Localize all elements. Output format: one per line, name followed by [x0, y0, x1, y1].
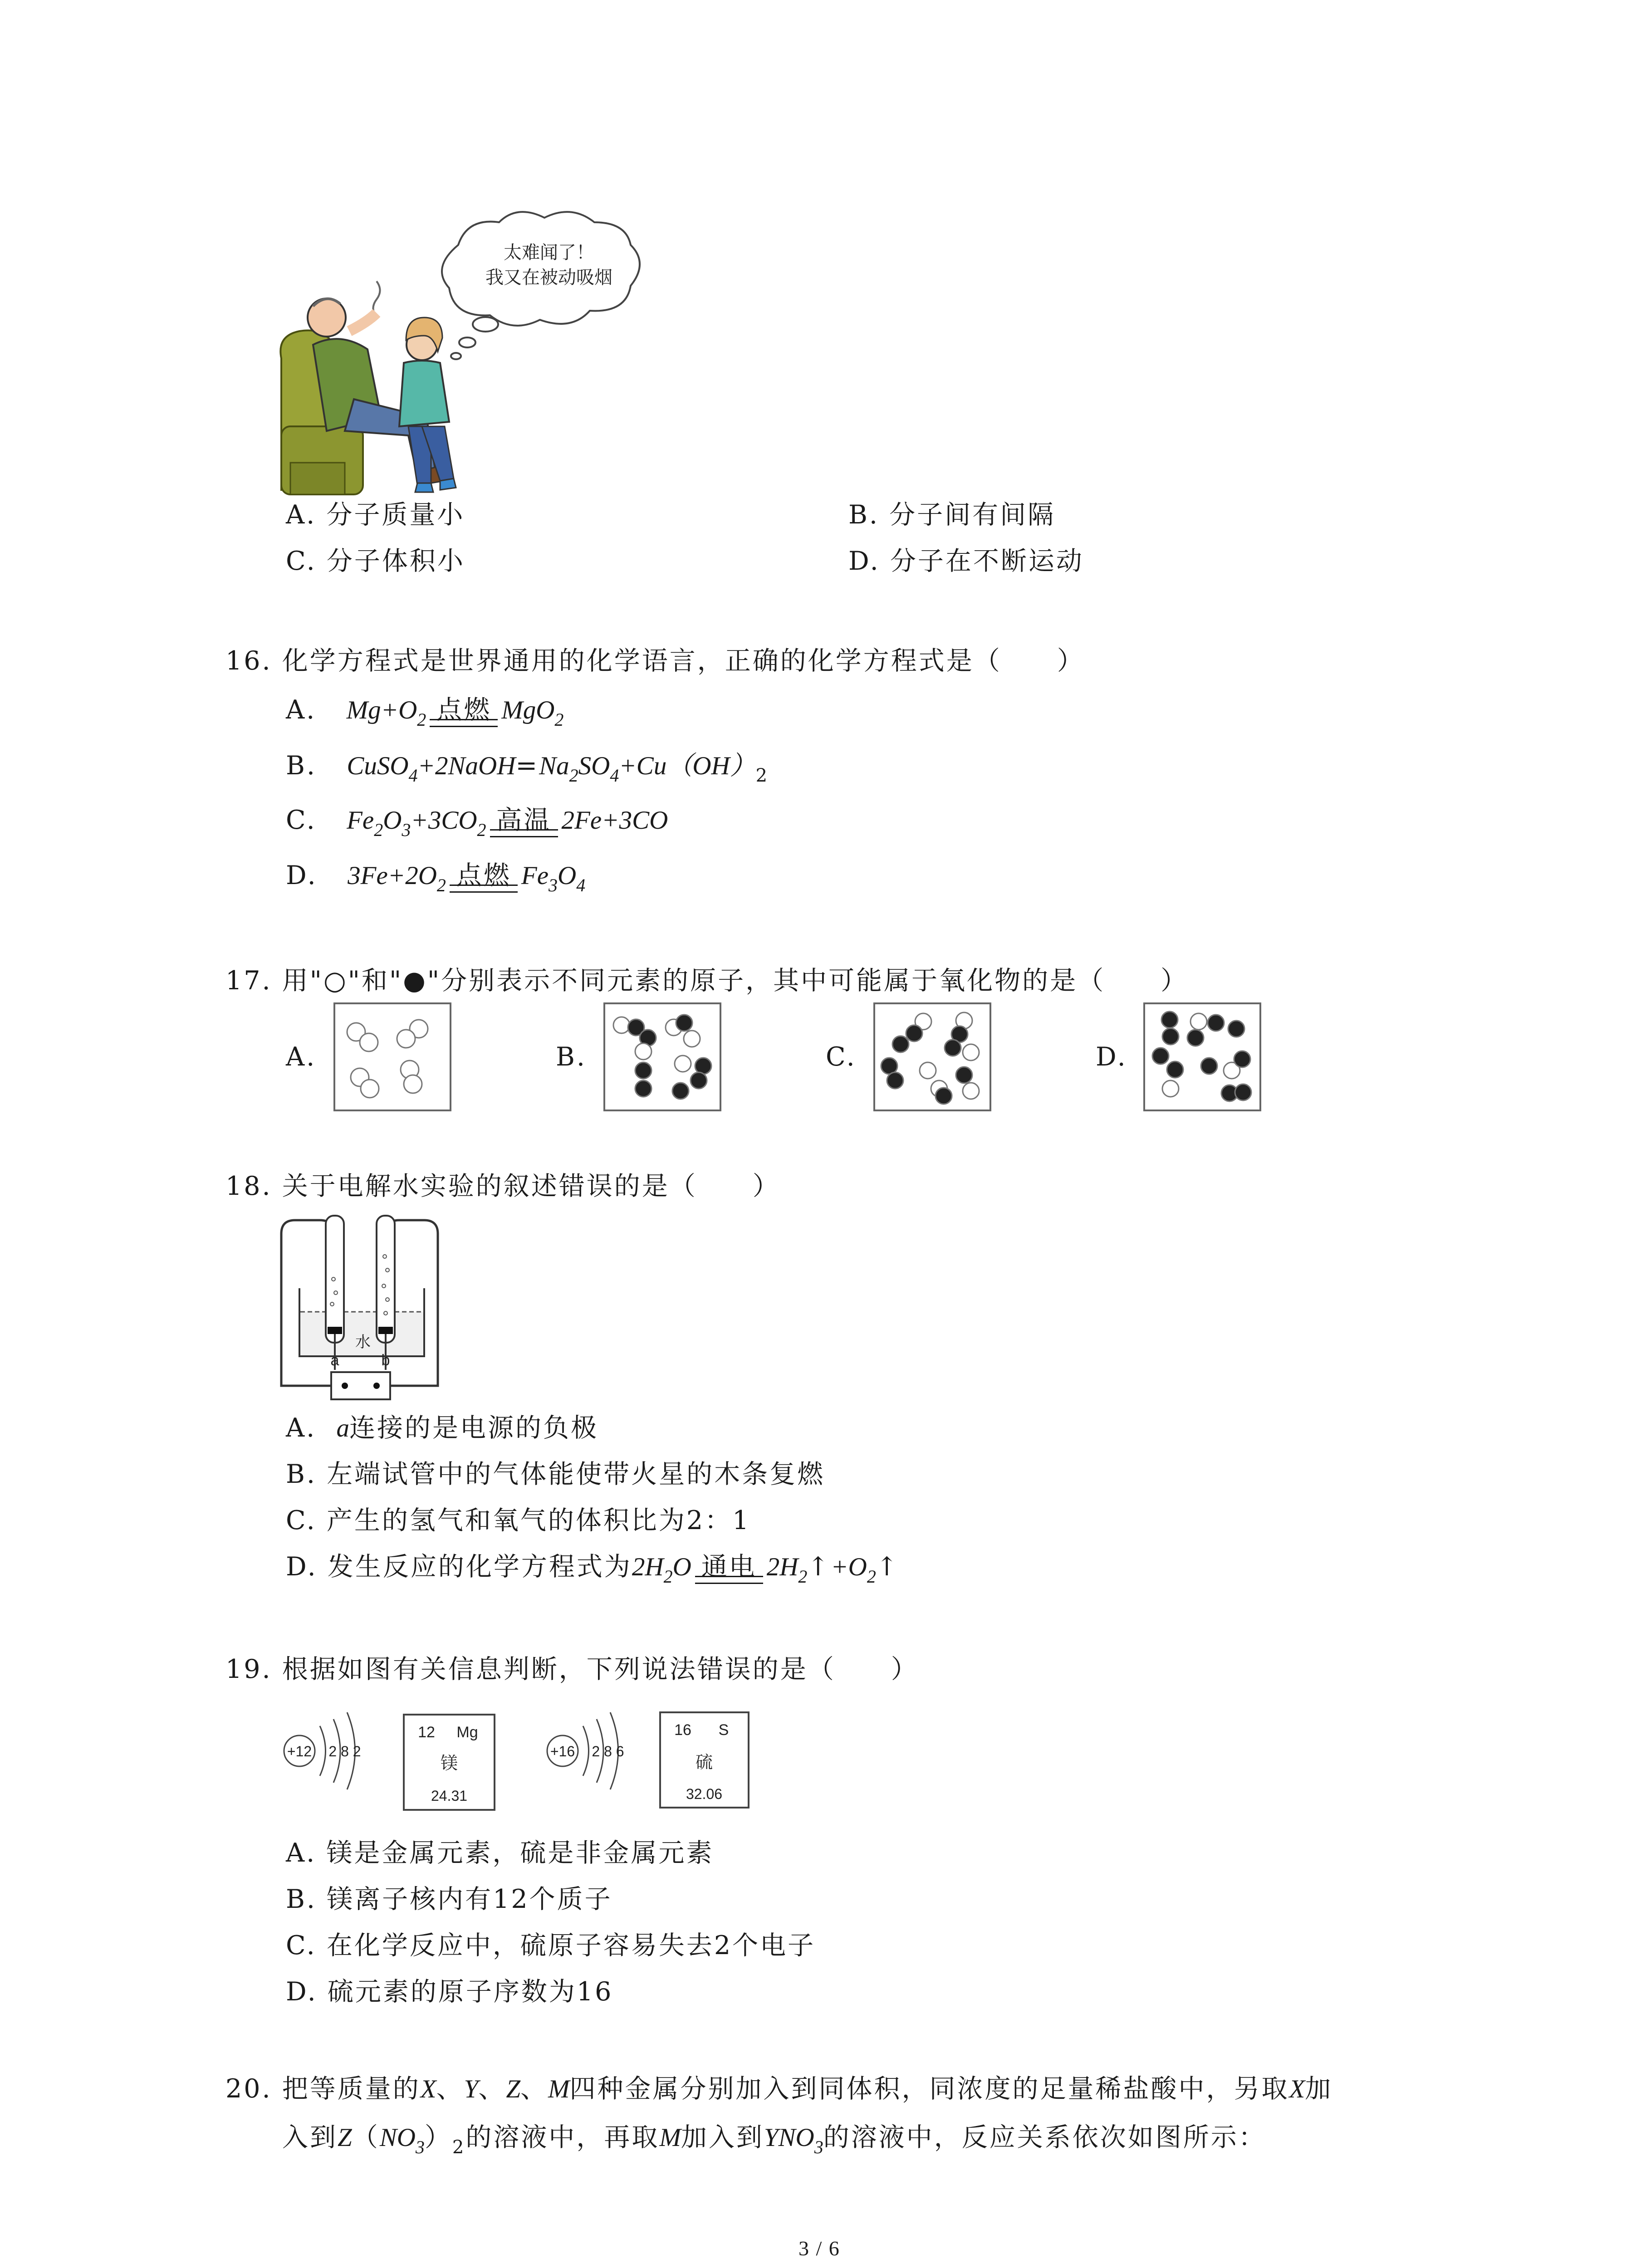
atomic-structure-figure	[277, 1706, 758, 1823]
particle-box-c	[873, 1002, 991, 1111]
mg-nucleus-charge: +12	[287, 1743, 312, 1760]
q19-stem: 19. 根据如图有关信息判断，下列说法错误的是（ ）	[225, 1654, 919, 1684]
option-label: D.	[286, 860, 318, 890]
q16-option-b: B. $CuSO_4+2NaOH=Na_2SO_4+Cu(OH)_2$	[286, 751, 769, 786]
q17-label-a: A.	[286, 1042, 317, 1072]
q18-option-d: D. 发生反应的化学方程式为$2H_2O$ 通电 $2H_2↑+O_2↑$	[286, 1549, 900, 1595]
q20-text: 把等质量的	[282, 2074, 421, 2104]
option-label: C.	[286, 805, 317, 835]
speech-line-2: 我又在被动吸烟	[485, 268, 612, 288]
q15-option-a: A. 分子质量小	[286, 500, 465, 530]
option-label: A.	[286, 1413, 317, 1443]
s-electron-shells: 2 8 6	[592, 1743, 624, 1760]
equation-product: +Cu（OH）	[619, 752, 756, 780]
q19-option-c: C. 在化学反应中，硫原子容易失去2个电子	[286, 1931, 816, 1960]
q19-option-d: D. 硫元素的原子序数为16	[286, 1977, 613, 2007]
electrode-b-label: b	[381, 1352, 390, 1369]
mg-symbol: Mg	[456, 1724, 478, 1741]
q17-label-c: C.	[826, 1042, 857, 1072]
q17-label-b: B.	[556, 1042, 587, 1072]
page-number: 3 / 6	[798, 2237, 840, 2260]
q20-line-1: 20. 把等质量的X、Y、Z、M四种金属分别加入到同体积，同浓度的足量稀盐酸中，另取X加	[225, 2074, 1333, 2104]
q16-option-c: C. $Fe_2O_3+3CO_2$ 高温 2Fe+3CO	[286, 802, 668, 848]
q19-option-a: A. 镁是金属元素，硫是非金属元素	[286, 1838, 714, 1868]
reaction-condition: 高温	[490, 802, 558, 838]
q20-text: 四种金属分别加入到同体积，同浓度的足量稀盐酸中，另取	[569, 2074, 1289, 2104]
q16-option-d: D. $3Fe+2O_2$ 点燃 $Fe_3O_4$	[286, 857, 585, 904]
q16-option-a: A. $Mg+O_2$ 点燃 MgO$_2$	[286, 692, 563, 738]
electrode-a-label: a	[330, 1352, 339, 1369]
mg-name: 镁	[440, 1754, 458, 1773]
mg-electron-shells: 2 8 2	[328, 1743, 361, 1760]
question-number: 20.	[225, 2074, 272, 2104]
reaction-condition: 点燃	[430, 692, 498, 728]
q18-stem: 18. 关于电解水实验的叙述错误的是（ ）	[225, 1171, 780, 1201]
q20-text: 加入到	[681, 2122, 764, 2152]
q20-line-2: 入到$Z(NO_3)_2$的溶液中，再取M加入到$YNO_3$的溶液中，反应关系依次如图所示：	[282, 2122, 1266, 2158]
reaction-condition: 通电	[695, 1549, 763, 1585]
particle-box-a	[333, 1002, 451, 1111]
s-atomic-number: 16	[674, 1721, 691, 1739]
q16-stem: 16. 化学方程式是世界通用的化学语言，正确的化学方程式是（ ）	[225, 646, 1085, 676]
electrolysis-apparatus	[277, 1207, 449, 1411]
s-symbol: S	[718, 1721, 729, 1739]
q18-option-c: C. 产生的氢气和氧气的体积比为2：1	[286, 1505, 751, 1535]
option-label: A.	[286, 695, 317, 725]
mg-atomic-mass: 24.31	[431, 1788, 468, 1804]
particle-box-d	[1143, 1002, 1261, 1111]
reaction-condition: 点燃	[450, 857, 518, 894]
q17-label-d: D.	[1096, 1042, 1127, 1072]
q15-option-d: D. 分子在不断运动	[848, 546, 1084, 576]
q20-text: 加	[1305, 2074, 1333, 2104]
particle-box-b	[603, 1002, 721, 1111]
option-label: B.	[286, 751, 317, 781]
s-nucleus-charge: +16	[550, 1743, 575, 1760]
equals-sign: =	[515, 751, 539, 781]
q18-option-a	[286, 1410, 598, 1447]
s-atomic-mass: 32.06	[686, 1786, 723, 1802]
q20-text: 的溶液中，再取	[465, 2122, 660, 2152]
q20-text: 入到	[282, 2122, 338, 2152]
q15-option-c: C. 分子体积小	[286, 546, 465, 576]
variable-a: a	[336, 1414, 350, 1442]
mg-atomic-number: 12	[418, 1724, 435, 1741]
q20-text: 的溶液中，反应关系依次如图所示：	[823, 2122, 1266, 2152]
option-text: D. 发生反应的化学方程式为	[286, 1552, 632, 1582]
passive-smoking-cartoon	[272, 209, 681, 499]
q15-option-b: B. 分子间有间隔	[848, 500, 1056, 530]
q17-stem: 17. 用"○"和"●"分别表示不同元素的原子，其中可能属于氧化物的是（ ）	[225, 966, 1189, 996]
q18-option-b: B. 左端试管中的气体能使带火星的木条复燃	[286, 1459, 825, 1489]
water-label: 水	[355, 1334, 371, 1351]
q19-option-b: B. 镁离子核内有12个质子	[286, 1884, 612, 1914]
cartoon-illustration	[272, 209, 681, 499]
speech-line-1: 太难闻了！	[504, 243, 594, 263]
s-name: 硫	[695, 1753, 713, 1772]
option-text: 连接的是电源的负极	[349, 1413, 599, 1443]
